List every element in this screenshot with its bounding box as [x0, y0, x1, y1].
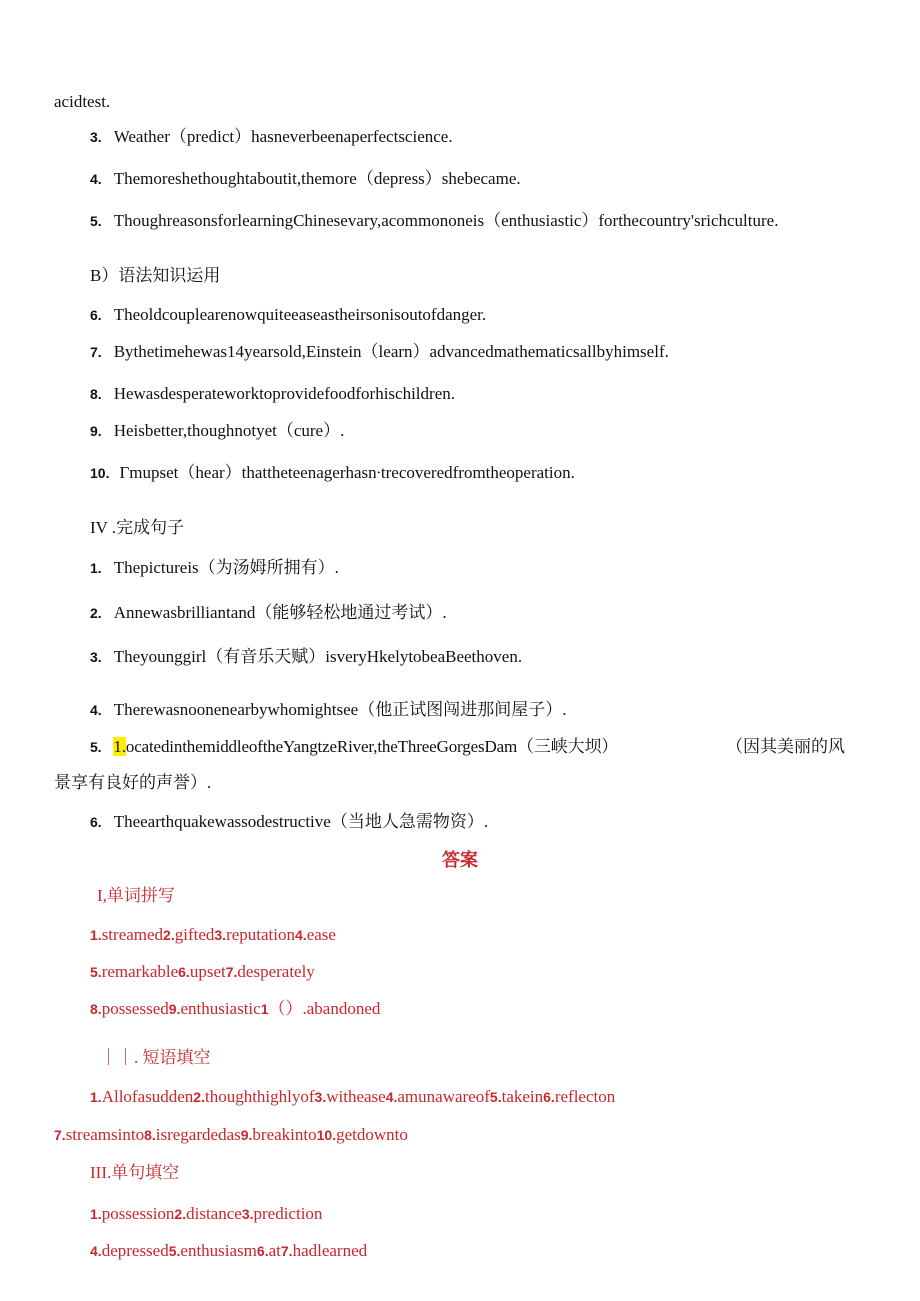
answer-number: 5. [90, 964, 102, 980]
question-text: Bythetimehewas14yearsold,Einstein（learn）advancedmathematicsallbyhimself. [113, 342, 669, 361]
answer-word: remarkable [101, 962, 179, 981]
question-text: ThoughreasonsforlearningChinesevary,acommononeis（enthusiastic）forthecountry'srichculture. [113, 211, 779, 230]
answer-word: hadlearned [292, 1241, 368, 1260]
question-item [90, 557, 339, 579]
answer-number: 3. [214, 927, 227, 943]
answer-word: getdownto [336, 1125, 408, 1144]
answer-word: distance [186, 1204, 242, 1223]
question-number: 7. [90, 344, 102, 360]
answer-word: ease [306, 925, 336, 944]
answer-number: 7. [280, 1243, 293, 1259]
answer-number: 7. [54, 1127, 66, 1143]
highlighted-text: 1. [113, 737, 126, 756]
answer-number: 1 [260, 1001, 269, 1017]
section-heading: IV .完成句子 [90, 518, 185, 537]
answer-line [90, 1203, 322, 1225]
answer-line [54, 1124, 408, 1146]
answer-line [90, 924, 336, 946]
answer-number: 8. [90, 1001, 102, 1017]
answer-number: 9. [240, 1127, 253, 1143]
answer-word: prediction [253, 1204, 323, 1223]
answer-word: enthusiastic [180, 999, 261, 1018]
answer-word: isregardedas [155, 1125, 241, 1144]
answer-word: desperately [237, 962, 315, 981]
answers-title: 答案 [442, 850, 478, 870]
answer-section-heading: ｜｜. 短语填空 [100, 1048, 211, 1067]
question-number: 3. [90, 649, 102, 665]
answer-number: 1. [90, 1089, 102, 1105]
answer-number: 6. [178, 964, 190, 980]
answer-word: streamsinto [65, 1125, 145, 1144]
answer-word: enthusiasm [180, 1241, 257, 1260]
question-text: Theyounggirl（有音乐天赋）isveryHkelytobeaBeethoven. [113, 647, 523, 666]
answer-section-heading: I,单词拼写 [97, 886, 175, 905]
answer-number: 4. [90, 1243, 102, 1259]
answer-word: takein [501, 1087, 544, 1106]
continuation-line: acidtest. [54, 92, 111, 111]
answer-number: 9. [168, 1001, 181, 1017]
question-item [90, 811, 488, 833]
answer-number: 8. [144, 1127, 156, 1143]
question-number: 10. [90, 465, 110, 481]
answer-number: 7. [225, 964, 238, 980]
answer-number: 1. [90, 927, 102, 943]
question-text: Γmupset（hear）thattheteenagerhasn∙trecoveredfromtheoperation. [119, 463, 575, 482]
question-number: 9. [90, 423, 102, 439]
answer-word: possessed [101, 999, 169, 1018]
answer-section-heading: III.单句填空 [90, 1163, 180, 1182]
question-text: Themoreshethoughtaboutit,themore（depress）shebecame. [113, 169, 521, 188]
answer-word: withease [326, 1087, 386, 1106]
answer-number: 6. [256, 1243, 269, 1259]
answer-word: reflecton [554, 1087, 616, 1106]
answer-line [90, 998, 380, 1020]
answer-word: depressed [101, 1241, 169, 1260]
question-text: Hewasdesperateworktoprovidefoodforhischildren. [113, 384, 455, 403]
question-text: Therewasnoonenearbywhomightsee（他正试图闯进那间屋子）. [113, 700, 567, 719]
question-item [90, 168, 521, 190]
question-number: 8. [90, 386, 102, 402]
question-number: 6. [90, 814, 102, 830]
question-item [90, 420, 344, 442]
answer-line [90, 1086, 615, 1108]
question-item [90, 126, 453, 148]
question-item [90, 646, 522, 668]
question-text-tail: （因其美丽的风 [726, 737, 845, 756]
answer-number: 10. [316, 1127, 337, 1143]
question-text: ocatedinthemiddleoftheYangtzeRiver,theThreeGorgesDam（三峡大坝） [125, 737, 619, 756]
answer-word: breakinto [252, 1125, 317, 1144]
question-text: Thepictureis（为汤姆所拥有）. [113, 558, 339, 577]
question-item [90, 602, 447, 624]
question-item [90, 736, 618, 758]
answer-word: Allofasudden [101, 1087, 194, 1106]
question-item [90, 462, 575, 484]
answer-word: upset [189, 962, 226, 981]
question-text: Theoldcouplearenowquiteeaseastheirsonisoutofdanger. [113, 305, 487, 324]
question-text: Heisbetter,thoughnotyet（cure）. [113, 421, 345, 440]
question-text: Weather（predict）hasneverbeenaperfectscience. [113, 127, 453, 146]
question-number: 3. [90, 129, 102, 145]
answer-word: amunawareof [397, 1087, 490, 1106]
answer-number: 5. [168, 1243, 181, 1259]
answer-word: gifted [174, 925, 215, 944]
question-number: 5. [90, 213, 102, 229]
question-item [90, 304, 486, 326]
answer-number: 1. [90, 1206, 102, 1222]
question-number: 6. [90, 307, 102, 323]
answer-word: thoughthighlyof [204, 1087, 315, 1106]
answer-number: 3. [241, 1206, 254, 1222]
answer-number: 2. [174, 1206, 187, 1222]
question-number: 5. [90, 739, 102, 755]
question-item [90, 699, 566, 721]
answer-word: （）.abandoned [268, 999, 381, 1018]
question-text: Annewasbrilliantand（能够轻松地通过考试）. [113, 603, 447, 622]
answer-word: at [268, 1241, 281, 1260]
question-item [90, 341, 669, 363]
answer-line [90, 1240, 367, 1262]
answer-line [90, 961, 315, 983]
question-item [90, 210, 778, 232]
question-number: 4. [90, 171, 102, 187]
question-number: 2. [90, 605, 102, 621]
answer-number: 2. [193, 1089, 205, 1105]
continuation-line: 景享有良好的声誉）. [54, 773, 212, 792]
question-item [90, 383, 455, 405]
answer-word: possession [101, 1204, 175, 1223]
question-number: 1. [90, 560, 102, 576]
answer-number: 3. [314, 1089, 327, 1105]
answer-number: 4. [385, 1089, 398, 1105]
question-number: 4. [90, 702, 102, 718]
answer-number: 4. [295, 927, 307, 943]
answer-number: 2. [163, 927, 175, 943]
question-text: Theearthquakewassodestructive（当地人急需物资）. [113, 812, 489, 831]
answer-number: 6. [543, 1089, 555, 1105]
answer-number: 5. [489, 1089, 502, 1105]
answer-word: streamed [101, 925, 164, 944]
section-heading: B）语法知识运用 [90, 266, 221, 285]
answer-word: reputation [226, 925, 295, 944]
